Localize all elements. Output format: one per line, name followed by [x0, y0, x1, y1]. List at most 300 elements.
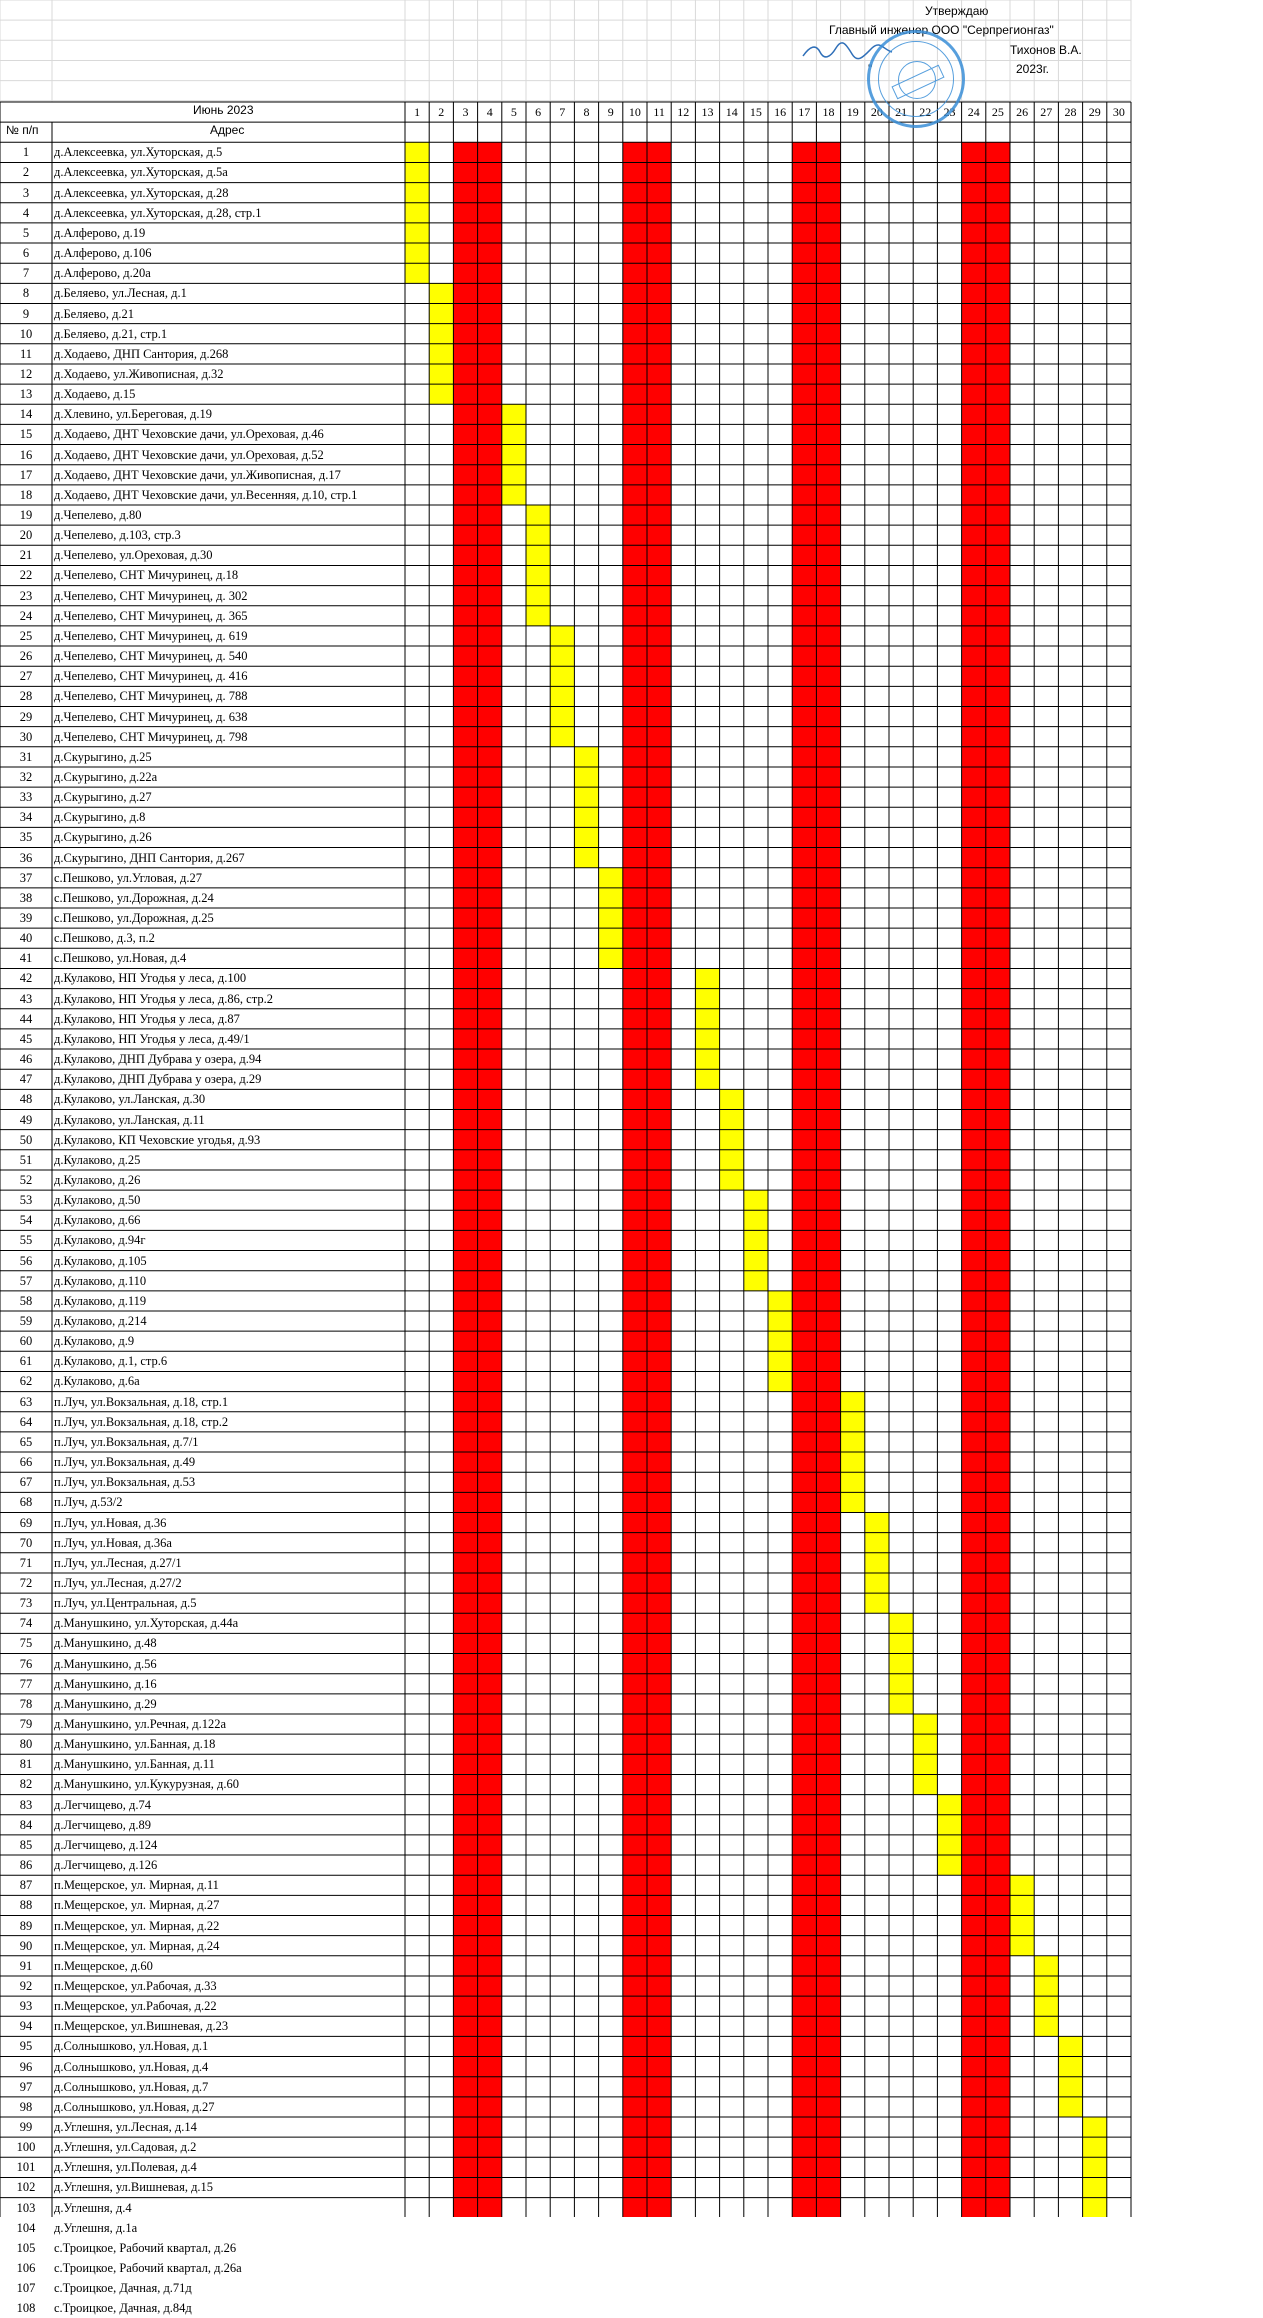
- scheduled-cell: [599, 868, 623, 888]
- day-header: 5: [510, 105, 517, 119]
- row-address: д.Чепелево, СНТ Мичуринец, д. 798: [54, 729, 248, 744]
- row-address: д.Ходаево, д.15: [54, 387, 136, 402]
- day-header: 19: [846, 105, 859, 119]
- row-address: д.Чепелево, СНТ Мичуринец, д. 540: [54, 649, 248, 664]
- row-address: с.Пешково, ул.Дорожная, д.25: [54, 911, 214, 925]
- row-number: 101: [16, 2160, 36, 2175]
- row-address: д.Кулаково, д.26: [54, 1172, 141, 1187]
- scheduled-cell: [720, 1150, 744, 1170]
- day-header: 3: [462, 105, 469, 119]
- row-address: д.Алферово, д.106: [54, 246, 152, 261]
- scheduled-cell: [429, 283, 453, 303]
- row-number: 76: [19, 1656, 33, 1671]
- row-number: 30: [19, 729, 33, 744]
- row-number: 15: [19, 427, 33, 442]
- scheduled-cell: [937, 1855, 961, 1875]
- scheduled-cell: [695, 1049, 719, 1069]
- row-address: д.Манушкино, ул.Кукурузная, д.60: [54, 1777, 240, 1792]
- row-address: п.Луч, ул.Вокзальная, д.49: [54, 1455, 196, 1470]
- company-stamp: [867, 30, 965, 128]
- approval-signer: Тихонов В.А.: [1010, 43, 1082, 57]
- scheduled-cell: [1058, 2097, 1082, 2117]
- row-address: д.Легчищево, д.126: [54, 1858, 158, 1873]
- row-address: д.Чепелево, СНТ Мичуринец, д. 416: [54, 669, 248, 684]
- scheduled-cell: [429, 304, 453, 324]
- row-number: 93: [19, 1999, 33, 2014]
- row-number: 16: [19, 447, 33, 462]
- scheduled-cell: [889, 1633, 913, 1653]
- row-address: д.Кулаково, д.50: [54, 1193, 141, 1208]
- row-address: д.Ходаево, ДНТ Чеховские дачи, ул.Весенняя, д.10, стр.1: [54, 487, 358, 502]
- row-address: д.Кулаково, НП Угодья у леса, д.87: [54, 1011, 240, 1026]
- row-number: 95: [19, 2039, 33, 2054]
- day-header: 1: [414, 105, 421, 119]
- row-address: д.Чепелево, д.80: [54, 508, 142, 522]
- scheduled-cell: [937, 1795, 961, 1815]
- row-address: д.Манушкино, д.48: [54, 1636, 157, 1651]
- row-number: 49: [19, 1112, 33, 1127]
- row-address: д.Скурыгино, д.8: [54, 810, 146, 825]
- scheduled-cell: [695, 1009, 719, 1029]
- scheduled-cell: [502, 465, 526, 485]
- row-number: 107: [16, 2281, 36, 2296]
- scheduled-cell: [768, 1311, 792, 1331]
- scheduled-cell: [1034, 1956, 1058, 1976]
- row-number: 2: [22, 165, 30, 180]
- row-number: 3: [22, 185, 30, 200]
- scheduled-cell: [550, 727, 574, 747]
- row-address: с.Пешково, ул.Новая, д.4: [54, 951, 187, 966]
- row-address: п.Луч, ул.Вокзальная, д.53: [54, 1475, 196, 1490]
- approval-title: Утверждаю: [925, 4, 989, 18]
- row-number: 66: [19, 1455, 33, 1470]
- scheduled-cell: [599, 928, 623, 948]
- scheduled-cell: [720, 1089, 744, 1109]
- row-address: д.Углешня, д.4: [54, 2200, 132, 2215]
- row-address: д.Манушкино, ул.Банная, д.11: [54, 1757, 215, 1772]
- scheduled-cell: [744, 1230, 768, 1250]
- row-number: 47: [19, 1072, 33, 1087]
- scheduled-cell: [574, 848, 598, 868]
- scheduled-cell: [526, 565, 550, 585]
- scheduled-cell: [720, 1170, 744, 1190]
- row-number: 53: [19, 1193, 33, 1208]
- day-header: 23: [943, 105, 956, 119]
- scheduled-cell: [695, 1029, 719, 1049]
- scheduled-cell: [720, 1110, 744, 1130]
- row-number: 50: [19, 1132, 33, 1147]
- scheduled-cell: [574, 827, 598, 847]
- row-number: 39: [19, 911, 33, 925]
- scheduled-cell: [1083, 2177, 1107, 2197]
- day-header: 27: [1040, 105, 1053, 119]
- row-number: 73: [19, 1596, 33, 1611]
- day-header: 12: [677, 105, 690, 119]
- row-address: д.Манушкино, д.56: [54, 1656, 157, 1671]
- row-address: д.Манушкино, ул.Хуторская, д.44а: [54, 1616, 239, 1631]
- row-number: 87: [19, 1878, 33, 1893]
- row-number: 86: [19, 1858, 33, 1873]
- row-number: 72: [19, 1575, 33, 1590]
- row-number: 34: [19, 810, 33, 825]
- row-number: 17: [19, 467, 33, 482]
- row-address: д.Кулаково, д.1, стр.6: [54, 1354, 168, 1369]
- scheduled-cell: [744, 1271, 768, 1291]
- row-number: 91: [19, 1958, 33, 1973]
- row-address: д.Чепелево, ул.Ореховая, д.30: [54, 548, 213, 563]
- scheduled-cell: [526, 505, 550, 525]
- row-number: 103: [16, 2200, 36, 2215]
- row-address: с.Троицкое, Дачная, д.71д: [54, 2281, 192, 2296]
- row-number: 102: [16, 2180, 36, 2195]
- approval-quote: ": [868, 62, 873, 76]
- day-header: 16: [774, 105, 787, 119]
- scheduled-cell: [1034, 2016, 1058, 2036]
- day-header: 2: [438, 105, 445, 119]
- row-number: 22: [19, 568, 33, 583]
- row-address: п.Мещерское, ул.Рабочая, д.33: [54, 1978, 217, 1993]
- scheduled-cell: [502, 424, 526, 444]
- approval-position: Главный инженер ООО "Серпрегионгаз": [829, 23, 1054, 37]
- scheduled-cell: [502, 445, 526, 465]
- row-address: п.Луч, ул.Вокзальная, д.18, стр.1: [54, 1394, 229, 1409]
- scheduled-cell: [429, 344, 453, 364]
- scheduled-cell: [405, 183, 429, 203]
- row-address: д.Алексеевка, ул.Хуторская, д.28: [54, 185, 229, 200]
- scheduled-cell: [841, 1492, 865, 1512]
- row-address: п.Луч, ул.Центральная, д.5: [54, 1596, 197, 1611]
- scheduled-cell: [526, 525, 550, 545]
- day-header: 10: [628, 105, 641, 119]
- row-address: д.Алексеевка, ул.Хуторская, д.28, стр.1: [54, 205, 262, 220]
- row-number: 20: [19, 528, 33, 543]
- row-address: д.Скурыгино, д.25: [54, 749, 152, 764]
- row-address: д.Чепелево, СНТ Мичуринец, д. 365: [54, 608, 248, 623]
- scheduled-cell: [913, 1754, 937, 1774]
- day-header: 30: [1112, 105, 1125, 119]
- scheduled-cell: [429, 364, 453, 384]
- row-address: п.Луч, ул.Новая, д.36: [54, 1515, 167, 1530]
- row-number: 23: [19, 588, 33, 603]
- row-number: 18: [19, 487, 33, 502]
- scheduled-cell: [599, 888, 623, 908]
- row-number: 61: [19, 1354, 33, 1369]
- scheduled-cell: [889, 1674, 913, 1694]
- row-number: 78: [19, 1696, 33, 1711]
- row-number: 104: [16, 2220, 36, 2235]
- row-address: д.Скурыгино, ДНП Сантория, д.267: [54, 850, 245, 865]
- row-number: 6: [22, 246, 30, 261]
- scheduled-cell: [405, 263, 429, 283]
- scheduled-cell: [405, 223, 429, 243]
- row-address: д.Солнышково, ул.Новая, д.4: [54, 2059, 209, 2074]
- row-number: 88: [19, 1898, 33, 1913]
- row-address: п.Мещерское, ул.Вишневая, д.23: [54, 2019, 229, 2034]
- row-address: п.Луч, ул.Лесная, д.27/1: [54, 1555, 182, 1570]
- weekend-column: [792, 142, 816, 2217]
- row-address: д.Ходаево, ДНТ Чеховские дачи, ул.Ореховая, д.46: [54, 427, 324, 442]
- row-number: 92: [19, 1978, 33, 1993]
- scheduled-cell: [889, 1613, 913, 1633]
- day-header: 11: [653, 105, 665, 119]
- row-number: 96: [19, 2059, 33, 2074]
- row-address: д.Кулаково, д.25: [54, 1152, 141, 1167]
- row-number: 41: [19, 951, 33, 966]
- row-address: д.Кулаково, д.105: [54, 1253, 147, 1268]
- weekend-column: [816, 142, 840, 2217]
- row-address: д.Кулаково, ул.Ланская, д.11: [54, 1112, 205, 1127]
- row-address: д.Алферово, д.19: [54, 225, 146, 240]
- day-header: 4: [486, 105, 493, 119]
- row-number: 83: [19, 1797, 33, 1812]
- day-header: 18: [822, 105, 835, 119]
- scheduled-cell: [865, 1593, 889, 1613]
- scheduled-cell: [1034, 1996, 1058, 2016]
- day-header: 29: [1088, 105, 1101, 119]
- scheduled-cell: [526, 586, 550, 606]
- row-address: д.Алферово, д.20а: [54, 266, 151, 281]
- row-address: д.Манушкино, ул.Банная, д.18: [54, 1737, 216, 1752]
- row-number: 77: [19, 1676, 33, 1691]
- row-number: 58: [19, 1293, 33, 1308]
- scheduled-cell: [865, 1533, 889, 1553]
- scheduled-cell: [1058, 2036, 1082, 2056]
- row-address: д.Ходаево, ДНП Сантория, д.268: [54, 346, 229, 361]
- row-address: п.Мещерское, ул. Мирная, д.11: [54, 1878, 219, 1893]
- scheduled-cell: [550, 666, 574, 686]
- row-number: 1: [22, 145, 30, 160]
- row-address: п.Мещерское, ул. Мирная, д.22: [54, 1918, 220, 1933]
- row-number: 21: [19, 548, 33, 563]
- row-number: 89: [19, 1918, 33, 1933]
- row-number: 7: [22, 266, 30, 281]
- row-address: д.Кулаково, НП Угодья у леса, д.86, стр.2: [54, 991, 273, 1006]
- row-number: 42: [19, 971, 33, 986]
- row-number: 75: [19, 1636, 33, 1651]
- scheduled-cell: [405, 243, 429, 263]
- scheduled-cell: [550, 626, 574, 646]
- scheduled-cell: [526, 545, 550, 565]
- row-number: 71: [19, 1555, 33, 1570]
- scheduled-cell: [574, 747, 598, 767]
- row-number: 80: [19, 1737, 33, 1752]
- day-header: 17: [798, 105, 811, 119]
- row-number: 31: [19, 749, 33, 764]
- weekend-column: [647, 142, 671, 2217]
- row-address: д.Солнышково, ул.Новая, д.27: [54, 2099, 215, 2114]
- row-number: 90: [19, 1938, 33, 1953]
- row-number: 64: [19, 1414, 33, 1429]
- row-number: 44: [19, 1011, 33, 1026]
- day-header: 25: [991, 105, 1004, 119]
- scheduled-cell: [429, 384, 453, 404]
- row-address: д.Легчищево, д.74: [54, 1797, 152, 1812]
- row-number: 62: [19, 1374, 33, 1389]
- row-number: 85: [19, 1837, 33, 1852]
- scheduled-cell: [913, 1734, 937, 1754]
- row-number: 56: [19, 1253, 33, 1268]
- row-number: 35: [19, 830, 33, 845]
- scheduled-cell: [1083, 2137, 1107, 2157]
- row-number: 24: [19, 608, 33, 623]
- row-number: 84: [19, 1817, 33, 1832]
- row-address: д.Кулаково, д.6а: [54, 1374, 140, 1389]
- row-number: 108: [16, 2301, 36, 2316]
- scheduled-cell: [1010, 1875, 1034, 1895]
- scheduled-cell: [599, 948, 623, 968]
- row-number: 26: [19, 649, 33, 664]
- row-number: 29: [19, 709, 33, 724]
- day-header: 7: [559, 105, 566, 119]
- row-address: д.Кулаково, д.66: [54, 1213, 141, 1228]
- day-header: 14: [725, 105, 738, 119]
- row-number: 54: [19, 1213, 33, 1228]
- row-number: 97: [19, 2079, 33, 2094]
- row-address: д.Кулаково, НП Угодья у леса, д.100: [54, 971, 247, 986]
- day-header: 20: [870, 105, 883, 119]
- row-number: 105: [16, 2240, 36, 2255]
- row-address: п.Луч, ул.Вокзальная, д.7/1: [54, 1434, 199, 1449]
- row-number: 14: [19, 407, 33, 422]
- row-number: 94: [19, 2019, 33, 2034]
- row-address: д.Алексеевка, ул.Хуторская, д.5а: [54, 165, 228, 180]
- scheduled-cell: [405, 203, 429, 223]
- scheduled-cell: [1083, 2198, 1107, 2217]
- scheduled-cell: [865, 1513, 889, 1533]
- scheduled-cell: [913, 1774, 937, 1794]
- row-address: с.Троицкое, Дачная, д.84д: [54, 2301, 192, 2316]
- row-number: 5: [22, 225, 30, 240]
- scheduled-cell: [744, 1210, 768, 1230]
- row-address: д.Кулаково, НП Угодья у леса, д.49/1: [54, 1031, 250, 1046]
- row-number: 74: [19, 1616, 33, 1631]
- row-number: 45: [19, 1031, 33, 1046]
- row-number: 81: [19, 1757, 33, 1772]
- row-number: 9: [22, 306, 30, 321]
- scheduled-cell: [405, 162, 429, 182]
- scheduled-cell: [889, 1654, 913, 1674]
- scheduled-cell: [429, 324, 453, 344]
- scheduled-cell: [695, 989, 719, 1009]
- row-address: д.Манушкино, д.16: [54, 1676, 157, 1691]
- row-address: д.Чепелево, СНТ Мичуринец, д. 638: [54, 709, 248, 724]
- scheduled-cell: [1010, 1936, 1034, 1956]
- row-address: д.Беляево, д.21, стр.1: [54, 326, 168, 341]
- row-number: 12: [19, 366, 33, 381]
- approval-year: 2023г.: [1016, 62, 1049, 76]
- weekend-column: [623, 142, 647, 2217]
- row-address: д.Чепелево, СНТ Мичуринец, д. 302: [54, 588, 248, 603]
- row-address: д.Солнышково, ул.Новая, д.7: [54, 2079, 209, 2094]
- row-number: 33: [19, 790, 33, 805]
- scheduled-cell: [937, 1815, 961, 1835]
- row-number: 51: [19, 1152, 33, 1167]
- day-header: 13: [701, 105, 714, 119]
- day-header: 8: [583, 105, 590, 119]
- row-number: 100: [16, 2140, 36, 2155]
- row-address: п.Луч, д.53/2: [54, 1495, 123, 1510]
- row-number: 52: [19, 1172, 33, 1187]
- row-number: 68: [19, 1495, 33, 1510]
- row-number: 98: [19, 2099, 33, 2114]
- row-address: д.Углешня, ул.Полевая, д.4: [54, 2160, 197, 2175]
- scheduled-cell: [695, 1069, 719, 1089]
- num-header: № п/п: [6, 123, 39, 137]
- day-header: 15: [749, 105, 762, 119]
- row-address: д.Кулаково, д.214: [54, 1314, 147, 1328]
- row-address: д.Кулаково, д.94г: [54, 1233, 146, 1248]
- row-number: 36: [19, 850, 33, 865]
- scheduled-cell: [937, 1835, 961, 1855]
- row-address: д.Кулаково, д.110: [54, 1273, 147, 1288]
- row-address: д.Ходаево, ДНТ Чеховские дачи, ул.Ореховая, д.52: [54, 447, 324, 462]
- row-address: д.Чепелево, СНТ Мичуринец, д. 788: [54, 689, 248, 704]
- row-address: д.Беляево, ул.Лесная, д.1: [54, 286, 187, 301]
- scheduled-cell: [550, 646, 574, 666]
- weekend-column: [453, 142, 477, 2217]
- scheduled-cell: [768, 1351, 792, 1371]
- row-address: п.Луч, ул.Лесная, д.27/2: [54, 1575, 182, 1590]
- day-header: 28: [1064, 105, 1077, 119]
- scheduled-cell: [502, 404, 526, 424]
- row-address: д.Ходаево, ДНТ Чеховские дачи, ул.Живописная, д.17: [54, 467, 341, 482]
- row-number: 46: [19, 1052, 33, 1067]
- row-number: 67: [19, 1475, 33, 1490]
- row-address: д.Манушкино, ул.Речная, д.122а: [54, 1717, 227, 1731]
- row-address: с.Троицкое, Рабочий квартал, д.26: [54, 2240, 237, 2255]
- scheduled-cell: [405, 142, 429, 162]
- row-number: 8: [22, 286, 30, 301]
- row-address: д.Углешня, ул.Садовая, д.2: [54, 2140, 197, 2155]
- scheduled-cell: [1083, 2157, 1107, 2177]
- scheduled-cell: [550, 686, 574, 706]
- day-header: 6: [535, 105, 542, 119]
- row-address: д.Углешня, ул.Лесная, д.14: [54, 2120, 197, 2134]
- row-number: 69: [19, 1515, 33, 1530]
- row-address: д.Чепелево, д.103, стр.3: [54, 528, 181, 543]
- row-address: с.Пешково, д.3, п.2: [54, 931, 155, 946]
- scheduled-cell: [720, 1130, 744, 1150]
- row-address: д.Хлевино, ул.Береговая, д.19: [54, 407, 213, 422]
- row-address: п.Мещерское, ул. Мирная, д.27: [54, 1898, 220, 1913]
- scheduled-cell: [889, 1694, 913, 1714]
- scheduled-cell: [768, 1291, 792, 1311]
- row-address: д.Кулаково, ДНП Дубрава у озера, д.94: [54, 1052, 262, 1067]
- row-address: д.Манушкино, д.29: [54, 1696, 157, 1711]
- row-number: 106: [16, 2261, 36, 2276]
- scheduled-cell: [526, 606, 550, 626]
- row-address: д.Кулаково, ул.Ланская, д.30: [54, 1092, 206, 1107]
- row-address: д.Скурыгино, д.27: [54, 790, 152, 805]
- scheduled-cell: [1010, 1916, 1034, 1936]
- row-address: д.Чепелево, СНТ Мичуринец, д. 619: [54, 628, 248, 643]
- row-address: д.Легчищево, д.124: [54, 1837, 158, 1852]
- scheduled-cell: [913, 1714, 937, 1734]
- row-address: с.Пешково, ул.Угловая, д.27: [54, 870, 202, 885]
- scheduled-cell: [768, 1371, 792, 1391]
- row-address: д.Кулаково, ДНП Дубрава у озера, д.29: [54, 1072, 262, 1087]
- row-address: д.Углешня, ул.Вишневая, д.15: [54, 2180, 214, 2195]
- row-number: 70: [19, 1535, 33, 1550]
- scheduled-cell: [865, 1553, 889, 1573]
- scheduled-cell: [744, 1251, 768, 1271]
- row-number: 65: [19, 1434, 33, 1449]
- day-header: 9: [607, 105, 614, 119]
- row-number: 40: [19, 931, 33, 946]
- scheduled-cell: [841, 1472, 865, 1492]
- scheduled-cell: [695, 968, 719, 988]
- row-number: 32: [19, 769, 33, 784]
